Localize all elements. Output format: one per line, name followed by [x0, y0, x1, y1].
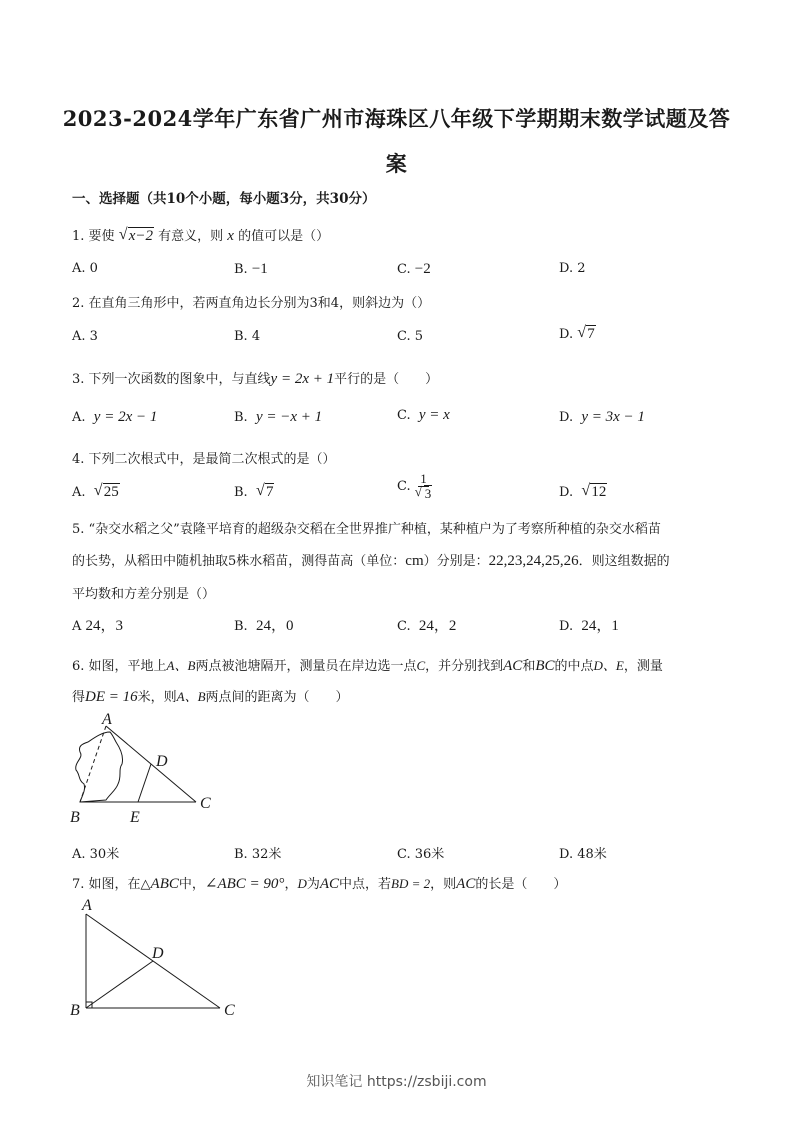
q4-option-a: A. √ 25 — [72, 482, 119, 500]
q4-option-c: C. 1 √ 3 — [397, 471, 432, 501]
figure-q6 — [66, 712, 226, 830]
question-5-line1: 5. “杂交水稻之父”袁隆平培育的超级杂交稻在全世界推广种植，某种植户为了考察所种植的杂交水稻苗 — [72, 522, 661, 537]
q2-option-a: A. 3 — [72, 329, 98, 344]
q3-option-b: B. y = −x + 1 — [234, 409, 323, 425]
q5-option-d: D. 24，1 — [559, 618, 619, 634]
q6-option-a: A. 30米 — [72, 847, 120, 862]
question-5-line3: 平均数和方差分别是（） — [72, 587, 216, 602]
q4-option-d: D. √ 12 — [559, 482, 607, 500]
q1-option-d: D. 2 — [559, 261, 586, 276]
label-b: B — [70, 809, 80, 826]
label-c: C — [224, 1002, 235, 1019]
q2-option-b: B. 4 — [234, 329, 261, 344]
q2-option-d: D. √ 7 — [559, 324, 595, 342]
q1-option-b: B. −1 — [234, 261, 268, 277]
label-a: A — [82, 897, 92, 914]
question-5-line2: 的长势，从稻田中随机抽取5株水稻苗，测得苗高（单位：cm）分别是：22,23,24,25,26．则这组数据的 — [72, 553, 670, 569]
q1-var: x — [227, 228, 234, 244]
q6-option-b: B. 32米 — [234, 847, 282, 862]
q1-mid: 有意义，则 — [158, 229, 224, 244]
q1-option-a: A. 0 — [72, 261, 98, 276]
label-d: D — [152, 945, 164, 962]
q1-option-c: C. −2 — [397, 261, 431, 277]
q5-option-a: A 24，3 — [72, 618, 124, 634]
question-6-line2: 得DE = 16米，则A、B两点间的距离为（ ） — [72, 689, 349, 705]
question-4: 4. 下列二次根式中，是最简二次根式的是（） — [72, 452, 336, 467]
segment-de — [138, 764, 151, 802]
label-d: D — [156, 753, 168, 770]
section-heading: 一、选择题（共10个小题，每小题3分，共30分） — [72, 191, 376, 207]
q5-option-c: C. 24，2 — [397, 618, 457, 634]
q2-option-c: C. 5 — [397, 329, 424, 344]
q3-option-a: A. y = 2x − 1 — [72, 409, 158, 425]
label-a: A — [102, 712, 112, 728]
label-e: E — [130, 809, 140, 826]
q3-option-d: D. y = 3x − 1 — [559, 409, 645, 425]
question-3: 3. 下列一次函数的图象中，与直线y = 2x + 1平行的是（ ） — [72, 371, 439, 387]
page-title-line2: 案 — [385, 151, 408, 176]
question-1 — [72, 225, 329, 245]
q1-radical: √ x−2 — [118, 226, 153, 244]
q1-suffix: 的值可以是（） — [238, 229, 330, 244]
q3-option-c: C. y = x — [397, 407, 450, 423]
question-7: 7. 如图，在△ABC中，∠ABC = 90°，D为AC中点，若BD = 2，则AC的长是（ ） — [72, 876, 567, 892]
page-title-line1: 2023-2024学年广东省广州市海珠区八年级下学期期末数学试题及答 — [62, 106, 731, 131]
pond-outline — [76, 732, 123, 802]
question-2: 2. 在直角三角形中，若两直角边长分别为3和4，则斜边为（） — [72, 296, 431, 311]
label-b: B — [70, 1002, 80, 1019]
q1-prefix: 1. 要使 — [72, 229, 115, 244]
q6-option-d: D. 48米 — [559, 847, 607, 862]
footer-watermark: 知识笔记 https://zsbiji.com — [306, 1074, 487, 1090]
figure-q7 — [66, 896, 246, 1024]
question-6-line1: 6. 如图，平地上A、B两点被池塘隔开，测量员在岸边选一点C，并分别找到AC和BC的中点D、E，测量 — [72, 658, 663, 674]
q5-option-b: B. 24，0 — [234, 618, 294, 634]
q4-option-b: B. √ 7 — [234, 482, 274, 500]
label-c: C — [200, 795, 211, 812]
q3-expr: y = 2x + 1 — [270, 371, 335, 387]
segment-bd — [86, 961, 153, 1008]
q6-option-c: C. 36米 — [397, 847, 445, 862]
